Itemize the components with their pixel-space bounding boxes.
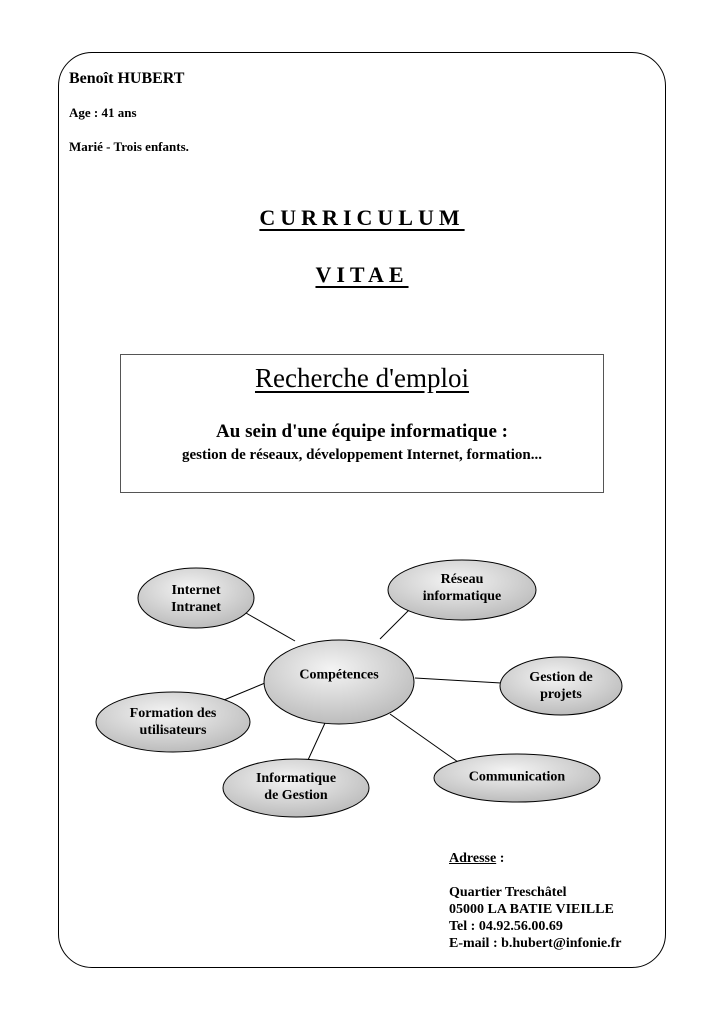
node-gestion-projets-line2: projets: [540, 687, 582, 702]
node-communication-label: [469, 769, 565, 786]
node-gestion-projets-label: [529, 669, 592, 703]
connector-reseau: [380, 610, 409, 639]
address-heading: [449, 850, 621, 867]
node-informatique-gestion-label: [256, 770, 336, 804]
node-internet-label: [171, 582, 221, 616]
node-communication-line1: Communication: [468, 769, 566, 785]
connector-informatique-gestion: [308, 723, 325, 760]
person-name: Benoît HUBERT: [69, 70, 185, 87]
connector-gestion-projets: [415, 678, 501, 683]
address-phone: Tel : 04.92.56.00.69: [449, 919, 563, 934]
node-internet-line2: Intranet: [171, 600, 221, 615]
address-email: E-mail : b.hubert@infonie.fr: [449, 936, 622, 951]
node-internet-line1: Internet: [171, 583, 221, 598]
address-block: [449, 850, 621, 952]
node-reseau-line1: Réseau: [440, 572, 484, 587]
connector-formation: [224, 683, 265, 700]
address-colon: :: [496, 851, 505, 866]
cv-title-line2: VITAE: [315, 262, 409, 287]
node-formation-label: [130, 705, 217, 739]
cv-title-line1: CURRICULUM: [259, 205, 465, 230]
node-reseau-label: [423, 571, 502, 605]
node-reseau-line2: informatique: [422, 589, 502, 604]
connector-internet: [246, 613, 295, 641]
address-street: Quartier Treschâtel: [449, 885, 567, 900]
node-informatique-gestion-line1: Informatique: [255, 771, 337, 786]
node-formation-line1: Formation des: [129, 706, 217, 721]
job-search-subtitle: Au sein d'une équipe informatique :: [216, 421, 508, 442]
job-search-heading: Recherche d'emploi: [254, 363, 470, 393]
address-label: Adresse: [449, 851, 497, 866]
connector-communication: [390, 714, 458, 762]
address-city: 05000 LA BATIE VIEILLE: [449, 902, 614, 917]
job-search-details: gestion de réseaux, développement Internet, formation...: [182, 447, 542, 463]
node-formation-line2: utilisateurs: [139, 723, 207, 738]
person-family-status: Marié - Trois enfants.: [69, 139, 189, 154]
node-gestion-projets-line1: Gestion de: [529, 670, 593, 685]
node-informatique-gestion-line2: de Gestion: [264, 788, 328, 803]
node-center-label: Compétences: [299, 667, 379, 683]
person-age: Age : 41 ans: [69, 105, 137, 120]
